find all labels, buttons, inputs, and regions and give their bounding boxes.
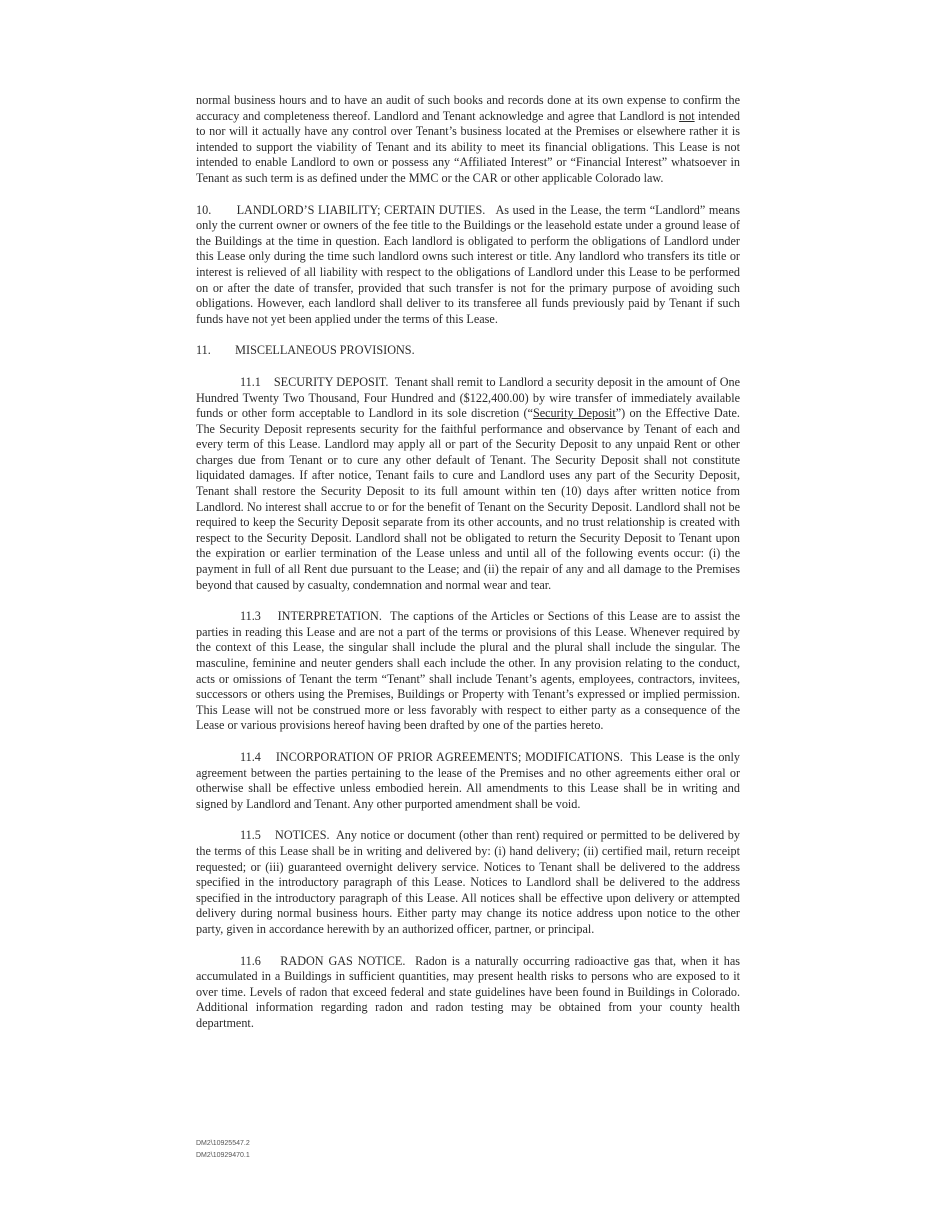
subsection-number: 11.4 <box>240 749 261 764</box>
subsection-number: 11.5 <box>240 828 261 843</box>
paragraph-continuation: normal business hours and to have an audit of such books and records done at its own expense to confirm the accuracy and completeness thereof. Landlord and Tenant acknowledge and agree that Landlord is not intended to nor will it actually have any control over Tenant’s business located at the Premises or elsewhere rather it is intended to support the viability of Tenant and its ability to meet its financial obligations. This Lease is not intended to enable Landlord to own or possess any “Affiliated Interest” or “Financial Interest” whatsoever in Tenant as such term is as defined under the MMC or the CAR or other applicable Colorado law. <box>196 93 741 185</box>
emphasis-not: not <box>679 108 695 123</box>
section-heading: MISCELLANEOUS PROVISIONS. <box>235 343 415 358</box>
subsection-11-5: 11.5 NOTICES. Any notice or document (other than rent) required or permitted to be delivered by the terms of this Lease shall be in writing and delivered by: (i) hand delivery; (ii) certified mail, return receipt requested; or (iii) guaranteed overnight delivery service. Notices to Tenant shall be delivered to the address specified in the introductory paragraph of this Lease. Notices to Landlord shall be delivered to the address specified in the introductory paragraph of this Lease. All notices shall be effective upon delivery or attempted delivery during normal business hours. Either party may change its notice address upon notice to the other party, given in accordance herewith by an authorized officer, partner, or principal. <box>196 828 740 936</box>
subsection-number: 11.6 <box>240 953 261 968</box>
subsection-heading: INTERPRETATION. <box>277 609 382 624</box>
subsection-heading: RADON GAS NOTICE. <box>280 953 406 968</box>
subsection-number: 11.3 <box>240 609 261 624</box>
document-footer <box>196 1138 250 1162</box>
subsection-11-3: 11.3 INTERPRETATION. The captions of the Articles or Sections of this Lease are to assist the parties in reading this Lease and are not a part of the terms or provisions of this Lease. Whenever required by the context of this Lease, the singular shall include the plural and the plural shall include the singular. The masculine, feminine and neuter genders shall each include the other. In any provision relating to the conduct, acts or omissions of Tenant the term “Tenant” shall include Tenant’s agents, employees, contractors, invitees, successors or others using the Premises, Buildings or Property with Tenant’s expressed or implied permission. This Lease will not be construed more or less favorably with respect to either party as a consequence of the Lease or various provisions hereof having been drafted by one of the parties hereto. <box>196 609 741 733</box>
document-body <box>196 93 740 1047</box>
subsection-11-6: 11.6 RADON GAS NOTICE. Radon is a naturally occurring radioactive gas that, when it has accumulated in a Buildings in sufficient quantities, may present health risks to persons who are exposed to it over time. Levels of radon that exceed federal and state guidelines have been found in Buildings in Colorado. Additional information regarding radon and radon testing may be obtained from your county health department. <box>196 953 741 1030</box>
defined-term: Security Deposit <box>532 406 616 421</box>
document-id: DM2\10925547.2 <box>196 1140 250 1147</box>
section-number: 11. <box>196 343 211 358</box>
section-text: As used in the Lease, the term “Landlord” means only the current owner or owners of the fee title to the Buildings or the leasehold estate under a ground lease of the Buildings at the time in question. Each landlord is obligated to perform the obligations of Landlord under this Lease only during the time such landlord owns such interest or title. Any landlord who transfers its title or interest is relieved of all liability with respect to the obligations of Landlord under this Lease to be performed on or after the date of transfer, provided that such transfer is not for the primary purpose of avoiding such obligations. However, each landlord shall deliver to its transferee all funds previously paid by Tenant if such funds have not yet been applied under the terms of this Lease. <box>196 202 740 326</box>
subsection-11-4: 11.4 INCORPORATION OF PRIOR AGREEMENTS; MODIFICATIONS. This Lease is the only agreement between the parties pertaining to the lease of the Premises and no other agreements either oral or otherwise shall be effective unless embodied herein. All amendments to this Lease shall be in writing and signed by Landlord and Tenant. Any other purported amendment shall be void. <box>196 749 740 811</box>
section-11 <box>196 343 740 359</box>
subsection-heading: NOTICES. <box>275 828 330 843</box>
subsection-heading: SECURITY DEPOSIT. <box>273 374 389 389</box>
section-number: 10. <box>196 202 212 217</box>
document-id: DM2\10929470.1 <box>196 1152 250 1159</box>
subsection-11-1: 11.1 SECURITY DEPOSIT. Tenant shall remit to Landlord a security deposit in the amount of One Hundred Twenty Two Thousand, Four Hundred and ($122,400.00) by wire transfer of immediately available funds or other form acceptable to Landlord in its sole discretion (“Security Deposit”) on the Effective Date. The Security Deposit represents security for the faithful performance and observance by Tenant of each and every term of this Lease. Landlord may apply all or part of the Security Deposit to any unpaid Rent or other charges due from Tenant or to cure any other default of Tenant. The Security Deposit shall not constitute liquidated damages. If after notice, Tenant fails to cure and Landlord uses any part of the Security Deposit, Tenant shall restore the Security Deposit to its full amount within ten (10) days after written notice from Landlord. No interest shall accrue to or for the benefit of Tenant on the Security Deposit. Landlord shall not be required to keep the Security Deposit separate from its other accounts, and no trust relationship is created with respect to the Security Deposit. Landlord shall not be obligated to return the Security Deposit to Tenant upon the expiration or earlier termination of the Lease unless and until all of the following events occur: (i) the payment in full of all Rent due pursuant to the Lease; and (ii) the repair of any and all damage to the Premises beyond that caused by casualty, condemnation and normal wear and tear. <box>196 374 740 592</box>
subsection-heading: INCORPORATION OF PRIOR AGREEMENTS; MODIFICATIONS. <box>275 749 623 764</box>
section-10 <box>196 203 740 328</box>
subsection-number: 11.1 <box>240 374 261 389</box>
section-heading: LANDLORD’S LIABILITY; CERTAIN DUTIES. <box>236 202 486 217</box>
